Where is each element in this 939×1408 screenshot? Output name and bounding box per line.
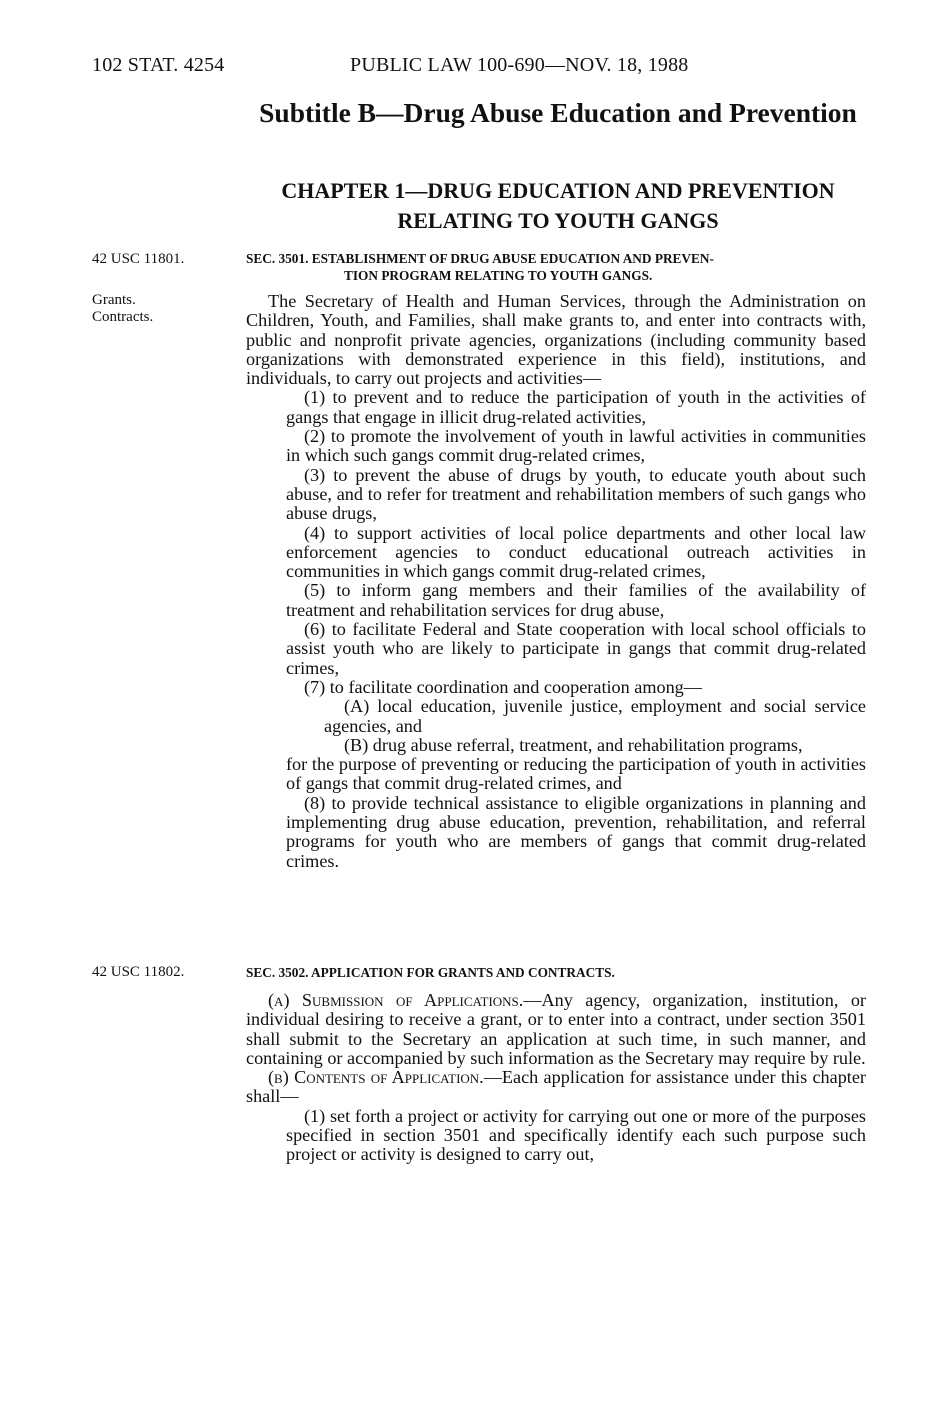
sub-list-item: (B) drug abuse referral, treatment, and rehabilitation programs, — [344, 734, 803, 755]
subsection-b-heading: (b) Contents of Application. — [268, 1067, 484, 1088]
subsection-b — [246, 1068, 866, 1107]
section-3501-heading-line2: TION PROGRAM RELATING TO YOUTH GANGS. — [344, 268, 653, 283]
list-item: (2) to promote the involvement of youth in lawful activities in communities in which such gangs commit drug-related crimes, — [286, 426, 866, 466]
section-3501-body — [246, 292, 866, 871]
subsection-a-heading: (a) Submission of Applications. — [268, 990, 524, 1010]
margin-note-usc-11801: 42 USC 11801. — [92, 251, 185, 267]
margin-note-contracts: Contracts. — [92, 309, 154, 325]
subsection-a — [246, 991, 866, 1068]
subsection-b-text: —Each application for assistance under this chapter shall— — [246, 1067, 866, 1107]
section-3501-intro: The Secretary of Health and Human Services, through the Administration on Children, Youth, and Families, shall make grants to, and enter into contracts with, public and nonprofit private agencies, organizations (including community based organizations with demonstrated experience in this field), institutions, and individuals, to carry out projects and activities— — [246, 291, 866, 389]
list-item: (8) to provide technical assistance to eligible organizations in planning and implementing drug abuse education, prevention, rehabilitation, and referral programs for youth who are members of gangs that commit drug-related crimes. — [286, 792, 866, 871]
list-item: (3) to prevent the abuse of drugs by youth, to educate youth about such abuse, and to refer for treatment and rehabilitation members of such gangs who abuse drugs, — [286, 464, 866, 524]
margin-note-grants: Grants. — [92, 292, 136, 308]
subtitle-heading: Subtitle B—Drug Abuse Education and Prevention — [259, 97, 857, 128]
section-3502-body — [246, 991, 866, 1165]
margin-note-usc-11802: 42 USC 11802. — [92, 964, 185, 980]
running-header: PUBLIC LAW 100-690—NOV. 18, 1988 — [350, 54, 689, 76]
chapter-heading: CHAPTER 1—DRUG EDUCATION AND PREVENTION RELATING TO YOUTH GANGS — [281, 178, 835, 233]
page-stat-number: 102 STAT. 4254 — [92, 54, 225, 76]
list-item: (1) set forth a project or activity for carrying out one or more of the purposes specified in section 3501 and specifically identify each such purpose such project or activity is designed to carry out, — [286, 1105, 866, 1165]
list-item: (5) to inform gang members and their families of the availability of treatment and rehabilitation services for drug abuse, — [286, 580, 866, 620]
flush-text: for the purpose of preventing or reducing the participation of youth in activities of gangs that commit drug-related crimes, and — [286, 754, 866, 794]
section-3501-heading-line1: SEC. 3501. ESTABLISHMENT OF DRUG ABUSE EDUCATION AND PREVEN- — [246, 251, 714, 266]
sub-list-item: (A) local education, juvenile justice, employment and social service agencies, and — [324, 696, 866, 736]
list-item: (1) to prevent and to reduce the participation of youth in the activities of gangs that engage in illicit drug-related activities, — [286, 387, 866, 427]
section-3501-heading — [246, 250, 866, 284]
section-3502-heading: SEC. 3502. APPLICATION FOR GRANTS AND CONTRACTS. — [246, 965, 615, 980]
list-item: (4) to support activities of local police departments and other local law enforcement agencies to conduct educational outreach activities in communities in which gangs commit drug-related crimes, — [286, 522, 866, 582]
subsection-a-text: —Any agency, organization, institution, or individual desiring to receive a grant, or to enter into a contract, under section 3501 shall submit to the Secretary an application at such time, in such manner, and containing or accompanied by such information as the Secretary may require by rule. — [246, 990, 866, 1068]
list-item: (6) to facilitate Federal and State cooperation with local school officials to assist youth who are likely to participate in gangs that commit drug-related crimes, — [286, 619, 866, 678]
list-item: (7) to facilitate coordination and cooperation among— — [304, 676, 702, 697]
